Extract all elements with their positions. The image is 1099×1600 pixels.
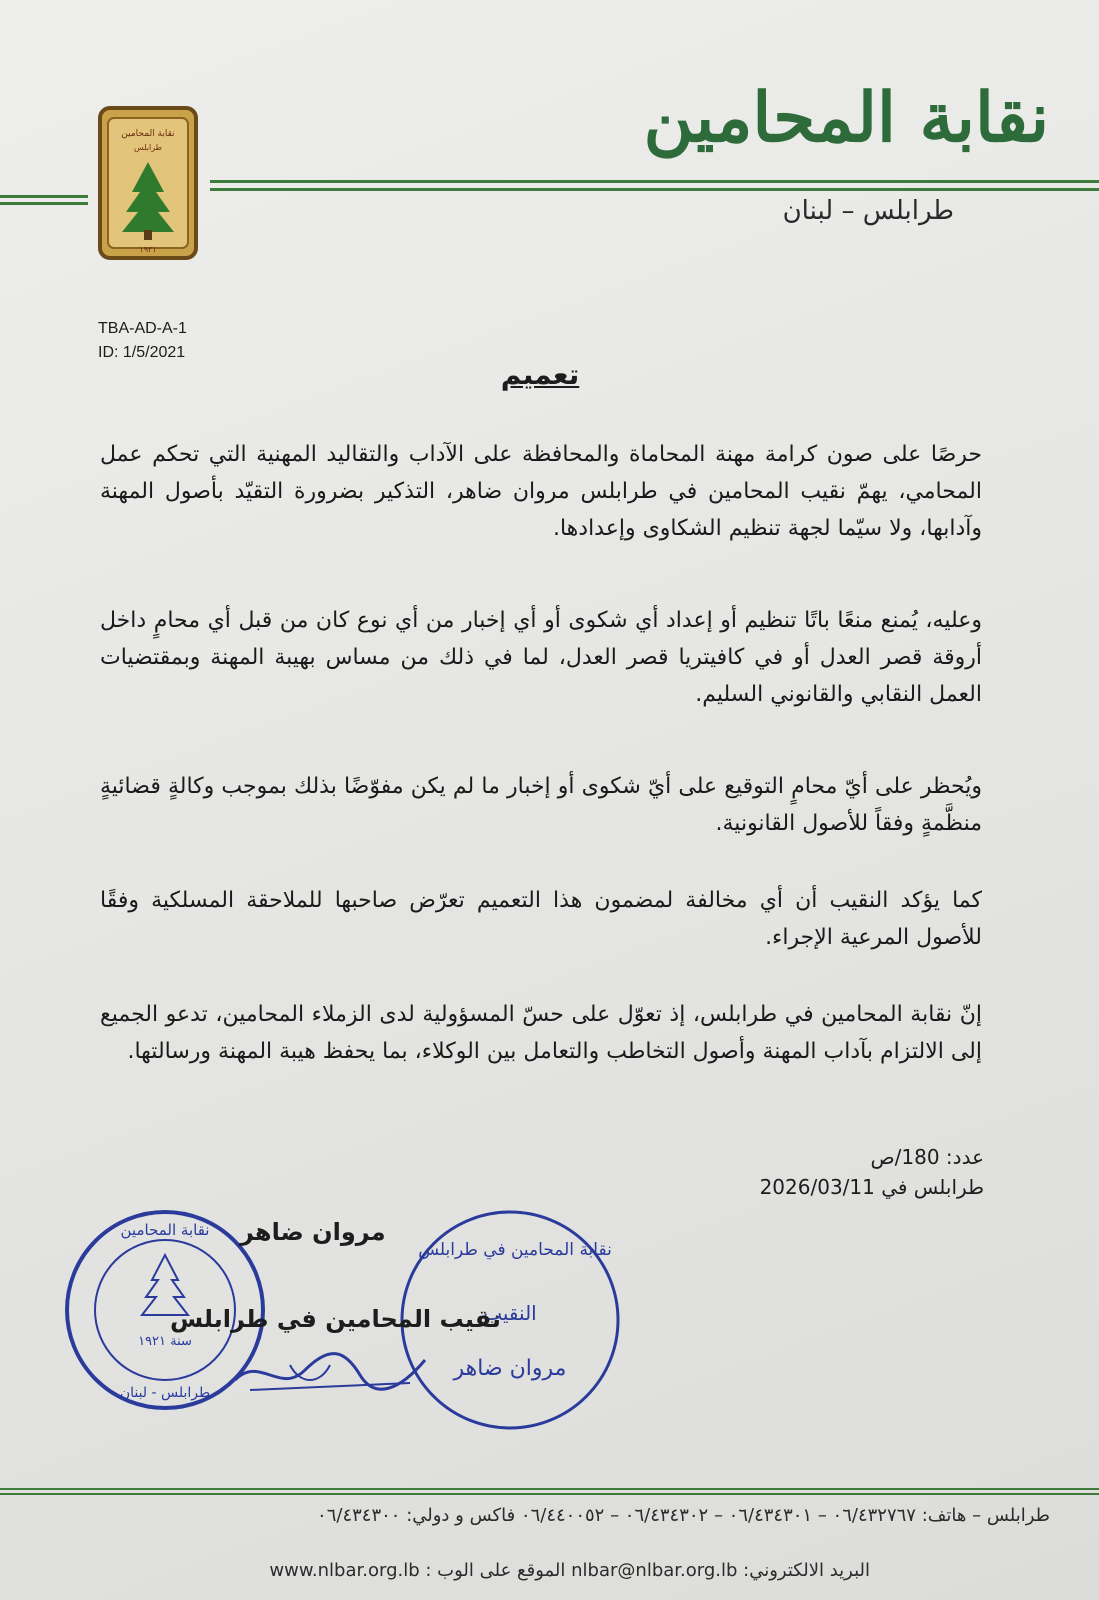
- body-paragraph: حرصًا على صون كرامة مهنة المحاماة والمحافظة على الآداب والتقاليد المهنية التي تحكم عمل المحامي، يهمّ نقيب المحامين في طرابلس مروان ضاهر، التذكير بضرورة التقيّد بأصول المهنة وآدابها، ولا سيّما لجهة تنظيم الشكاوى وإعدادها.: [100, 442, 982, 541]
- handwritten-signature: [230, 1335, 430, 1405]
- stamp-right-ring-text: نقابة المحامين في طرابلس: [418, 1240, 612, 1260]
- header-rule: [0, 195, 88, 198]
- body-paragraph: كما يؤكد النقيب أن أي مخالفة لمضمون هذا التعميم تعرّض صاحبها للملاحقة المسلكية وفقًا للأصول المرعية الإجراء.: [100, 888, 982, 950]
- body-paragraph: ويُحظر على أيّ محامٍ التوقيع على أيّ شكوى أو إخبار ما لم يكن مفوّضًا بذلك بموجب وكالةٍ قضائيةٍ منظَّمةٍ وفقاً للأصول القانونية.: [100, 774, 982, 836]
- circular-date: طرابلس في 2026/03/11: [759, 1175, 984, 1199]
- footer-rule: [0, 1493, 1099, 1495]
- stamp-left-bottom-text: طرابلس - لبنان: [119, 1385, 211, 1401]
- footer-contact-info: طرابلس – هاتف: ٠٦/٤٣٢٧٦٧ – ٠٦/٤٣٤٣٠١ – ٠٦/٤٣٤٣٠٢ – ٠٦/٤٤٠٠٥٢ فاكس و دولي: ٠٦/٤٣٤٣٠٠: [317, 1505, 1050, 1526]
- logo-year: ١٩٢١: [139, 245, 157, 254]
- signatory-title: نقيب المحامين في طرابلس: [170, 1305, 501, 1333]
- header-rule: [210, 188, 1099, 191]
- signatory-name: مروان ضاهر: [240, 1218, 386, 1246]
- stamp-right-name: مروان ضاهر: [453, 1356, 567, 1381]
- reference-id: ID: 1/5/2021: [98, 344, 186, 361]
- document-title: تعميم: [500, 358, 580, 391]
- logo-text-sub: طرابلس: [133, 143, 163, 152]
- header-rule: [0, 202, 88, 205]
- stamp-right-role: النقيب: [483, 1301, 537, 1325]
- stamp-left-ring-text: نقابة المحامين: [120, 1221, 210, 1239]
- reference-code: TBA-AD-A-1: [98, 320, 187, 337]
- circular-number: عدد: 180/ص: [870, 1145, 984, 1169]
- body-paragraph: إنّ نقابة المحامين في طرابلس، إذ تعوّل على حسّ المسؤولية لدى الزملاء المحامين، تدعو الجميع إلى الالتزام بآداب المهنة وأصول التخاطب والتعامل بين الوكلاء، بما يحفظ هيبة المهنة ورسالتها.: [100, 1002, 982, 1064]
- org-name: نقابة المحامين: [643, 78, 1049, 158]
- bar-association-logo: [92, 100, 204, 265]
- logo-text-top: نقابة المحامين: [121, 129, 175, 139]
- footer-web-info: البريد الالكتروني: nlbar@nlbar.org.lb الموقع على الوب : www.nlbar.org.lb: [269, 1560, 870, 1581]
- header-rule: [210, 180, 1099, 183]
- footer-rule: [0, 1488, 1099, 1490]
- stamp-left-year: سنة ١٩٢١: [138, 1334, 192, 1349]
- body-paragraph: وعليه، يُمنع منعًا باتًا تنظيم أو إعداد أي شكوى أو أي إخبار من أي نوع كان من قبل أي محامٍ داخل أروقة قصر العدل أو في كافيتريا قصر العدل، لما في ذلك من مساس بهيبة المهنة وبمقتضيات العمل النقابي والقانوني السليم.: [100, 608, 982, 707]
- org-city: طرابلس – لبنان: [782, 196, 954, 226]
